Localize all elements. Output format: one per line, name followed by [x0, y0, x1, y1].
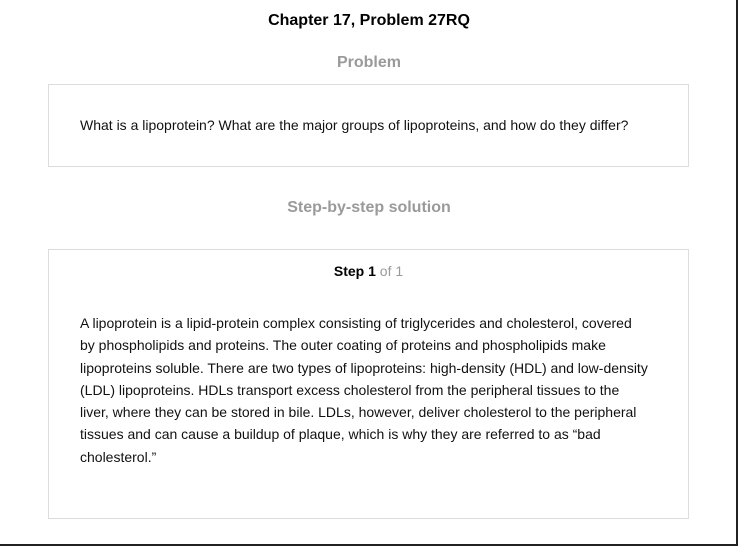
solution-text-line: (LDL) lipoproteins. HDLs transport excess cholesterol from the peripheral tissues to the [80, 381, 620, 398]
solution-text-line: liver, where they can be stored in bile. LDLs, however, deliver cholesterol to the peripheral [80, 404, 637, 421]
page-title: Chapter 17, Problem 27RQ [268, 12, 470, 29]
problem-text: What is a lipoprotein? What are the major groups of lipoproteins, and how do they differ? [80, 117, 629, 133]
solution-text-line: lipoproteins soluble. There are two types of lipoproteins: high-density (HDL) and low-density [80, 359, 648, 376]
solution-heading: Step-by-step solution [287, 199, 451, 216]
solution-text-line: cholesterol.” [80, 448, 157, 465]
problem-heading: Problem [336, 54, 401, 71]
step-total: of 1 [379, 263, 404, 279]
step-indicator [49, 263, 688, 279]
step-label: Step [333, 263, 365, 279]
solution-text-line: tissues and can cause a buildup of plaque, which is why they are referred to as “bad [80, 426, 601, 443]
step-body [80, 312, 665, 468]
solution-text-line: A lipoprotein is a lipid-protein complex consisting of triglycerides and cholesterol, covered [80, 315, 632, 331]
solution-card [48, 249, 689, 519]
solution-text-line: by phospholipids and proteins. The outer coating of proteins and phospholipids make [80, 337, 606, 354]
step-number: 1 [368, 263, 376, 279]
problem-card [48, 84, 689, 167]
